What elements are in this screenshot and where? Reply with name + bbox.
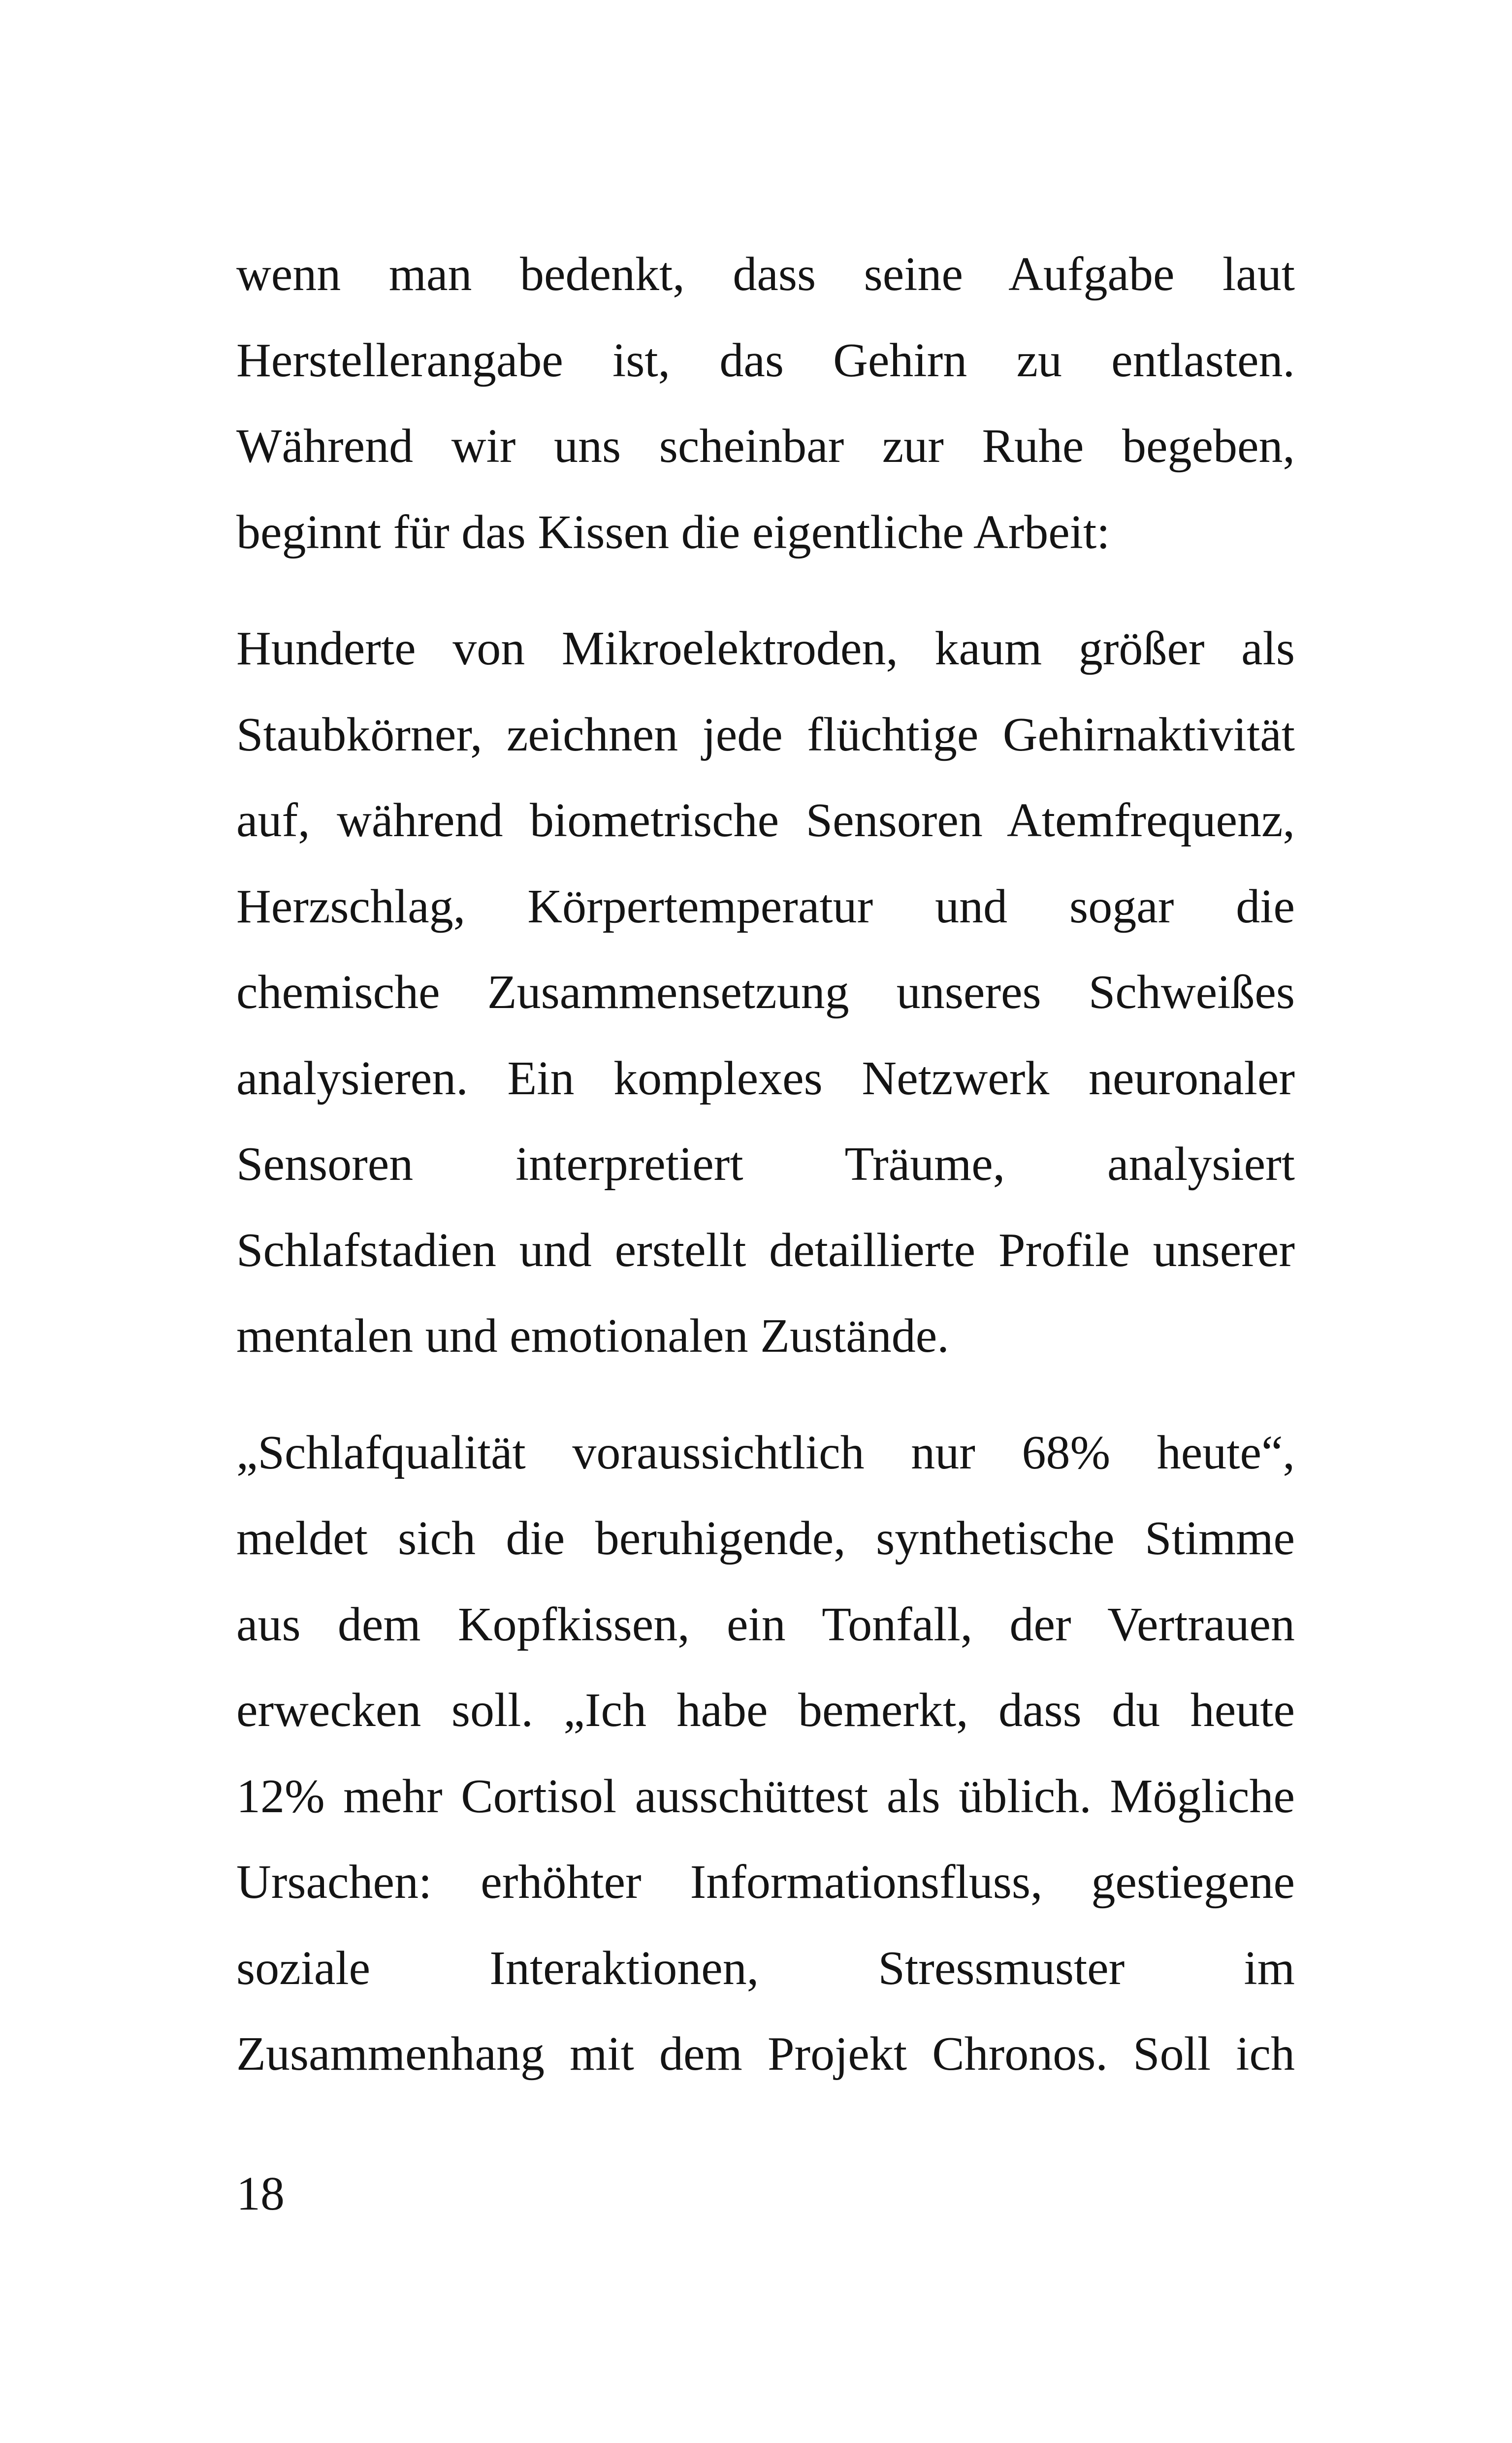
page-number: 18 — [236, 2167, 285, 2220]
paragraph-3 — [236, 1410, 1295, 2097]
text-line: Schlafstadien und erstellt detaillierte Profile unserer — [236, 1223, 1295, 1277]
text-line: 12% mehr Cortisol ausschüttest als üblich. Mögliche — [236, 1769, 1295, 1823]
text-line: Herstellerangabe ist, das Gehirn zu entlasten. — [236, 333, 1295, 387]
paragraph-1 — [236, 231, 1295, 575]
text-line: wenn man bedenkt, dass seine Aufgabe laut — [236, 248, 1295, 301]
text-line: Zusammenhang mit dem Projekt Chronos. Soll ich — [236, 2027, 1295, 2081]
text-line: Ursachen: erhöhter Informationsfluss, gestiegene — [236, 1856, 1295, 1909]
text-line: auf, während biometrische Sensoren Atemfrequenz, — [236, 794, 1295, 847]
text-line: meldet sich die beruhigende, synthetische Stimme — [236, 1512, 1295, 1565]
text-line: analysieren. Ein komplexes Netzwerk neuronaler — [236, 1051, 1295, 1105]
text-line: Staubkörner, zeichnen jede flüchtige Gehirnaktivität — [236, 708, 1295, 761]
text-line: Herzschlag, Körpertemperatur und sogar die — [236, 879, 1295, 933]
text-line: erwecken soll. „Ich habe bemerkt, dass du heute — [236, 1684, 1295, 1737]
text-line: chemische Zusammensetzung unseres Schweißes — [236, 966, 1295, 1019]
paragraph-2 — [236, 606, 1295, 1379]
text-line: Hunderte von Mikroelektroden, kaum größer als — [236, 622, 1295, 675]
text-line: beginnt für das Kissen die eigentliche Arbeit: — [236, 505, 1110, 559]
text-line: soziale Interaktionen, Stressmuster im — [236, 1941, 1295, 1995]
text-line: aus dem Kopfkissen, ein Tonfall, der Vertrauen — [236, 1597, 1295, 1651]
text-line: Während wir uns scheinbar zur Ruhe begeben, — [236, 420, 1295, 473]
body-text — [236, 231, 1295, 2128]
text-line: mentalen und emotionalen Zustände. — [236, 1309, 949, 1363]
text-line: Sensoren interpretiert Träume, analysiert — [236, 1138, 1295, 1191]
text-line: „Schlafqualität voraussichtlich nur 68% heute“, — [236, 1426, 1295, 1479]
